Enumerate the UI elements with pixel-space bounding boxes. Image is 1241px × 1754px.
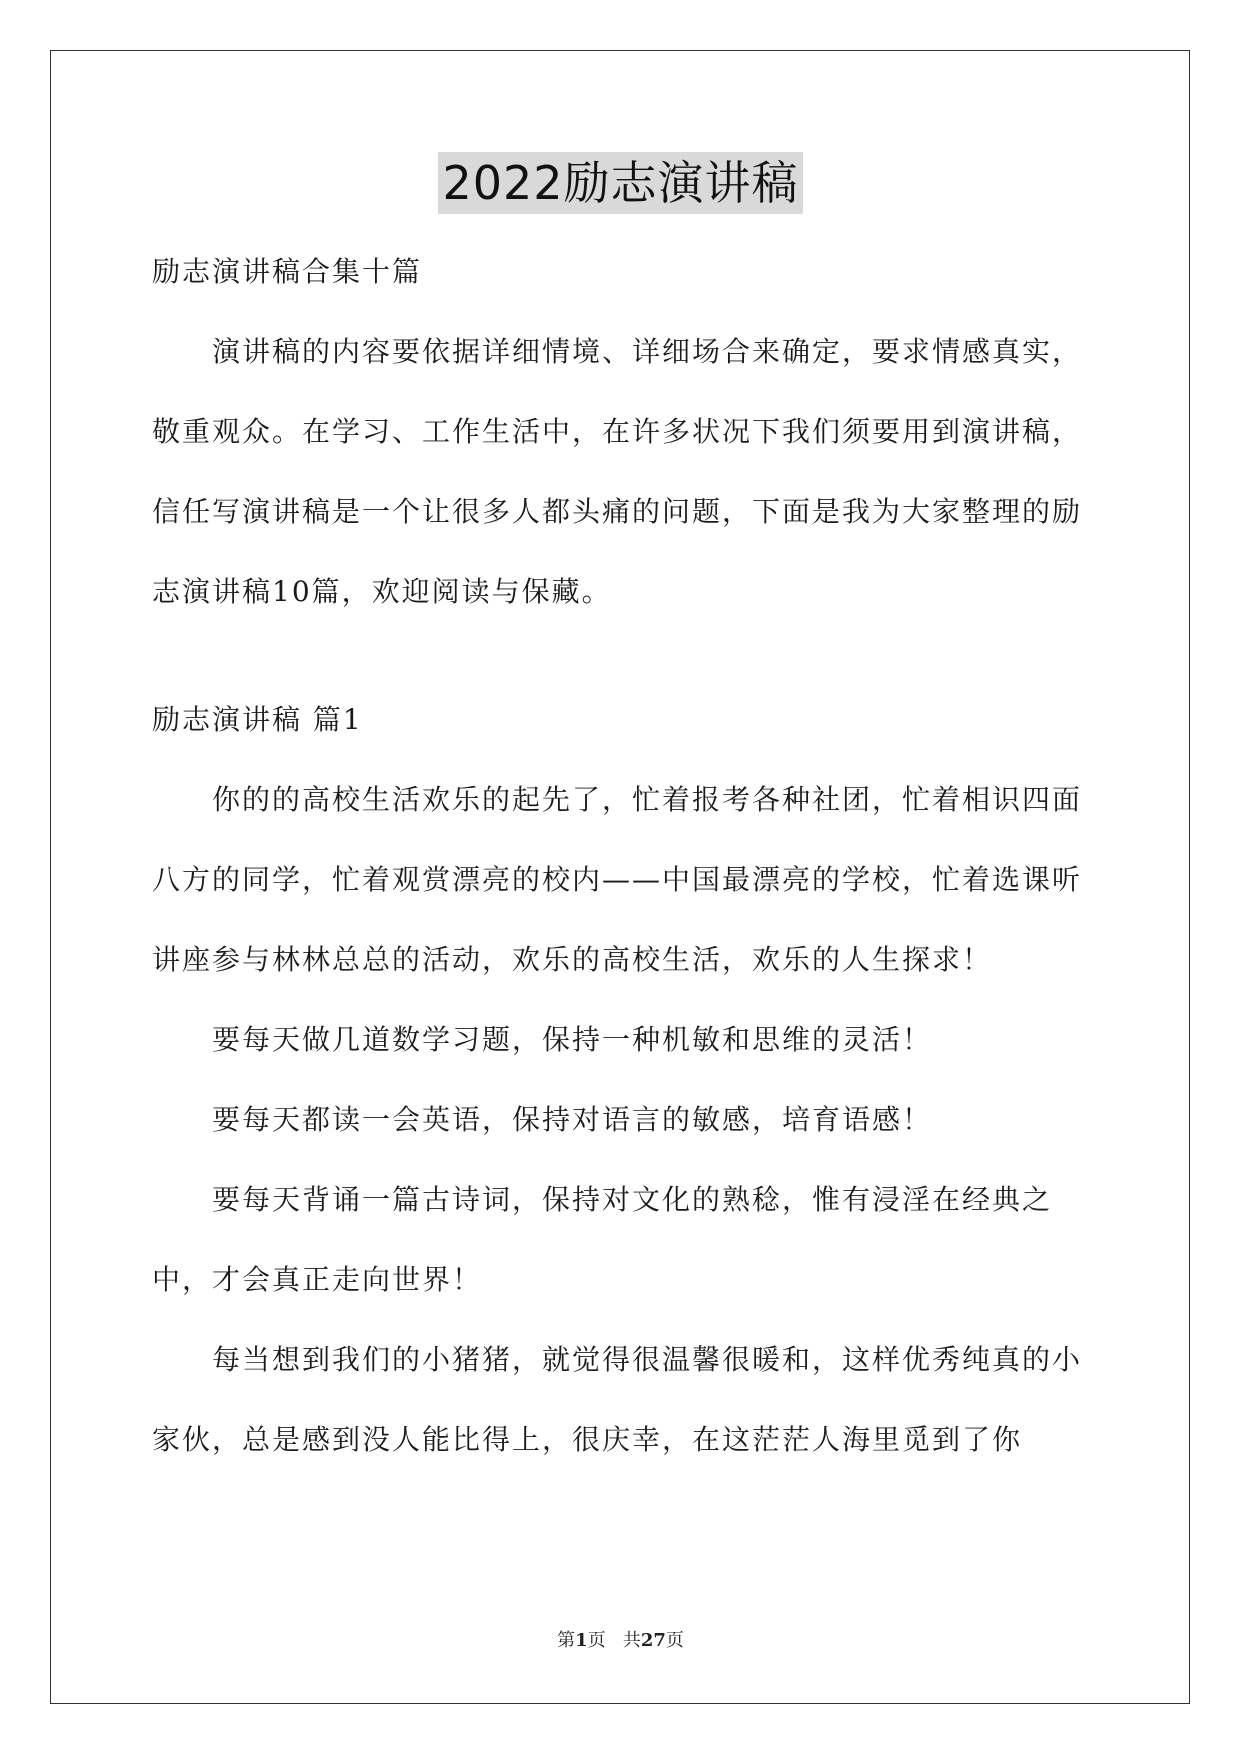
intro-paragraph: 演讲稿的内容要依据详细情境、详细场合来确定，要求情感真实，敬重观众。在学习、工作生活中，在许多状况下我们须要用到演讲稿，信任写演讲稿是一个让很多人都头痛的问题，下面是我为大家整理的励志演讲稿10篇，欢迎阅读与保藏。: [152, 335, 1083, 608]
total-page-number: 27: [640, 1630, 666, 1651]
footer-prefix: 第: [557, 1630, 576, 1651]
footer-total-prefix: 共: [622, 1630, 641, 1651]
document-body: [152, 232, 1092, 1480]
section-heading: 励志演讲稿 篇1: [152, 703, 363, 736]
body-paragraph: 要每天都读一会英语，保持对语言的敏感，培育语感！: [212, 1103, 933, 1136]
body-paragraph: 要每天做几道数学习题，保持一种机敏和思维的灵活！: [212, 1023, 933, 1056]
title-container: [0, 152, 1241, 214]
footer-total-suffix: 页: [665, 1630, 684, 1651]
footer-page-suffix: 页: [587, 1630, 606, 1651]
subtitle: 励志演讲稿合集十篇: [152, 255, 423, 288]
page-footer: [0, 1626, 1241, 1652]
body-paragraph: 你的的高校生活欢乐的起先了，忙着报考各种社团，忙着相识四面八方的同学，忙着观赏漂亮的校内——中国最漂亮的学校，忙着选课听讲座参与林林总总的活动，欢乐的高校生活，欢乐的人生探求！: [152, 783, 1083, 976]
document-title: 2022励志演讲稿: [438, 152, 802, 214]
body-paragraph: 每当想到我们的小猪猪，就觉得很温馨很暖和，这样优秀纯真的小家伙，总是感到没人能比得上，很庆幸，在这茫茫人海里觅到了你: [152, 1343, 1083, 1456]
body-paragraph: 要每天背诵一篇古诗词，保持对文化的熟稔，惟有浸淫在经典之中，才会真正走向世界！: [152, 1183, 1053, 1296]
current-page-number: 1: [575, 1630, 588, 1651]
